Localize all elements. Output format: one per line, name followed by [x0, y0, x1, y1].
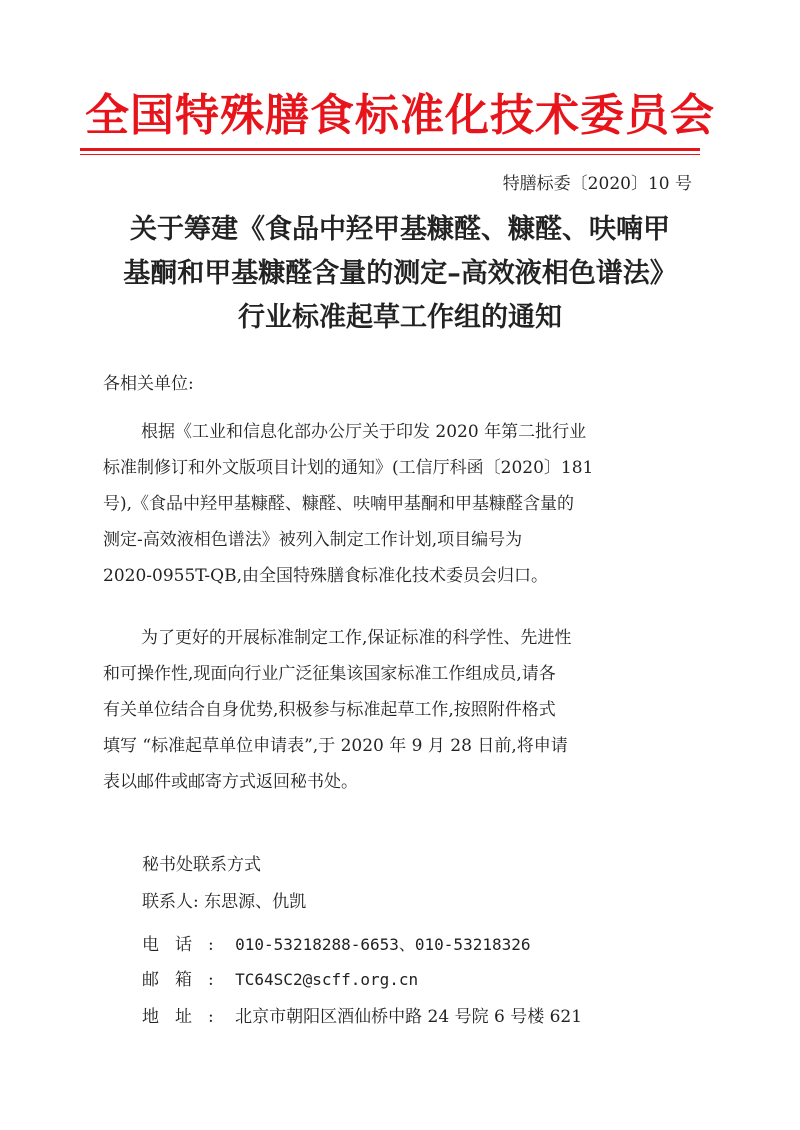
paragraph-line: 为了更好的开展标准制定工作,保证标准的科学性、先进性 [141, 628, 572, 648]
paragraph-line: 根据《工业和信息化部办公厅关于印发 2020 年第二批行业 [141, 422, 587, 442]
letterhead-rule-thick [80, 148, 700, 151]
title-line-1: 关于筹建《食品中羟甲基糠醛、糠醛、呋喃甲 [130, 214, 670, 245]
contact-email-value: TC64SC2@scff.org.cn [235, 970, 419, 989]
paragraph-line: 有关单位结合自身优势,积极参与标准起草工作,按照附件格式 [103, 700, 556, 720]
salutation: 各相关单位: [103, 374, 194, 394]
paragraph-line: 号),《食品中羟甲基糠醛、糠醛、呋喃甲基酮和甲基糠醛含量的 [103, 494, 575, 514]
contact-address-label: 地址: [142, 1007, 230, 1027]
paragraph-line: 填写 “标准起草单位申请表”,于 2020 年 9 月 28 日前,将申请 [103, 736, 568, 756]
contact-phone [142, 930, 702, 955]
document-title [0, 208, 800, 340]
contact-heading: 秘书处联系方式 [142, 855, 261, 875]
contact-phone-value: 010-53218288-6653、010-53218326 [235, 935, 531, 954]
paragraph-line: 2020-0955T-QB,由全国特殊膳食标准化技术委员会归口。 [103, 566, 548, 586]
paragraph-line: 表以邮件或邮寄方式返回秘书处。 [103, 772, 358, 792]
paragraph-line: 标准制修订和外文版项目计划的通知》(工信厅科函〔2020〕181 [103, 458, 594, 478]
contact-address-value: 北京市朝阳区酒仙桥中路 24 号院 6 号楼 621 [235, 1007, 583, 1027]
title-line-3: 行业标准起草工作组的通知 [238, 302, 562, 333]
contact-email-label: 邮箱: [142, 970, 230, 990]
contact-person [142, 887, 702, 912]
contact-phone-label: 电话: [142, 935, 230, 955]
contact-person-label: 联系人: [142, 892, 199, 912]
contact-email [142, 965, 702, 990]
paragraph-2 [103, 620, 691, 800]
organization-letterhead: 全国特殊膳食标准化技术委员会 [85, 90, 715, 141]
paragraph-line: 和可操作性,现面向行业广泛征集该国家标准工作组成员,请各 [103, 664, 556, 684]
title-line-2: 基酮和甲基糠醛含量的测定–高效液相色谱法》 [123, 258, 677, 289]
contact-address [142, 1002, 702, 1027]
paragraph-line: 测定-高效液相色谱法》被列入制定工作计划,项目编号为 [103, 530, 523, 550]
contact-person-value: 东思源、仇凯 [204, 892, 307, 912]
paragraph-1 [103, 414, 691, 594]
letterhead-rule-thin [80, 154, 700, 155]
document-number: 特膳标委〔2020〕10 号 [502, 174, 692, 194]
